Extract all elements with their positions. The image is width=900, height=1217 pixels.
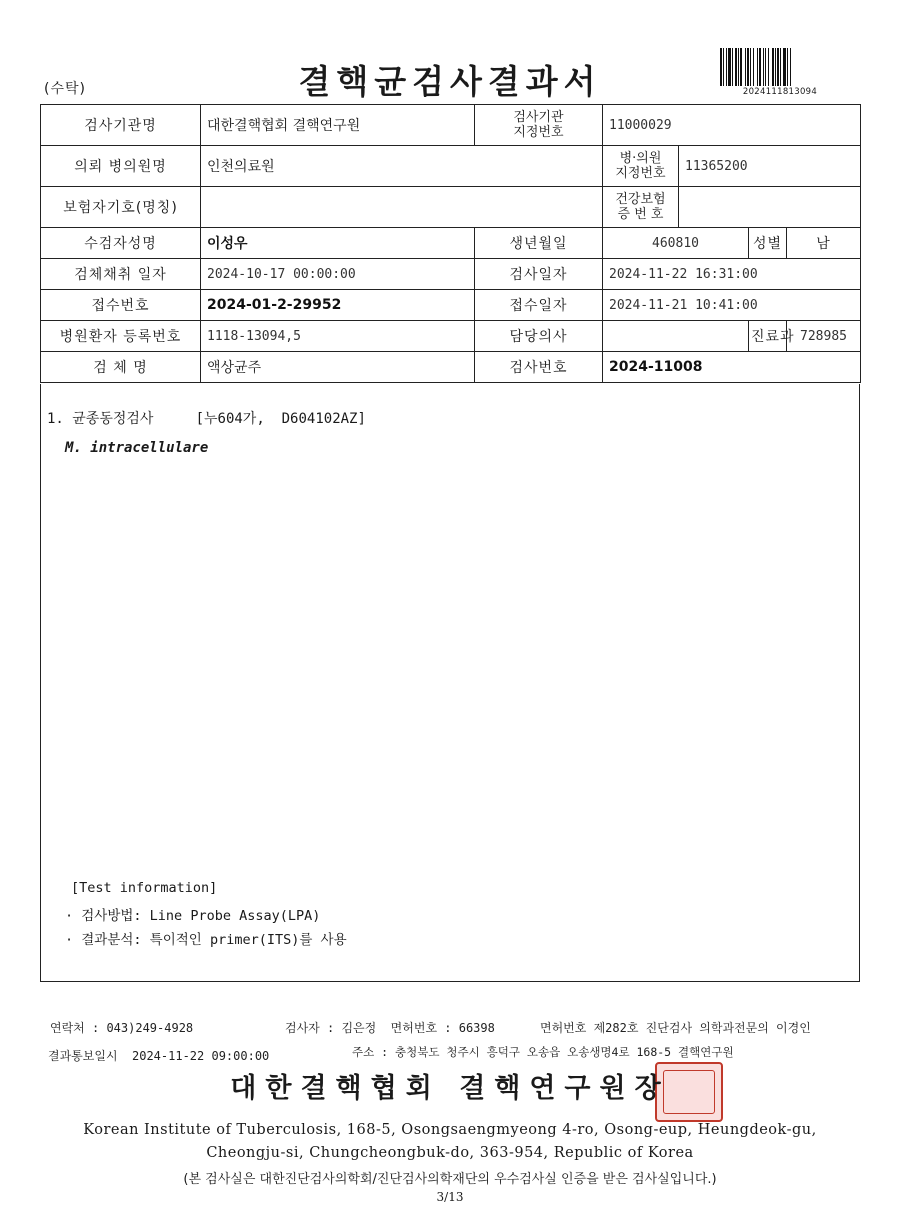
hospital-id-label [603,146,679,187]
insured-value [201,187,603,228]
sex-label: 성별 [749,228,787,259]
dept-label: 진료과 [749,321,787,352]
specialist: 면허번호 제282호 진단검사 의학과전문의 이경인 [540,1021,811,1035]
health-insurance-value [679,187,861,228]
organism-result: M. intracellulare [65,440,209,456]
health-insurance-label [603,187,679,228]
test-no-value: 2024-11008 [603,352,861,383]
certification-note: (본 검사실은 대한진단검사의학회/진단검사의학재단의 우수검사실 인증을 받은 검사실입니다.) [183,1172,717,1187]
report-time: 결과통보일시 2024-11-22 09:00:00 [48,1049,270,1063]
address: 주소 : 충청북도 청주시 흥덕구 오송읍 오송생명4로 168-5 결핵연구원 [352,1045,734,1059]
analysis-line: · 결과분석: 특이적인 primer(ITS)를 사용 [65,932,347,948]
test-date-label: 검사일자 [475,259,603,290]
dob-label: 생년월일 [475,228,603,259]
hospital-value: 인천의료원 [201,146,603,187]
dob-value: 460810 [603,228,749,259]
health-insurance-label-text: 건강보험 증 번 호 [615,192,666,222]
agency-value: 대한결핵협회 결핵연구원 [201,105,475,146]
receipt-date-label: 접수일자 [475,290,603,321]
barcode-number: 2024111813094 [742,87,818,97]
doctor-label: 담당의사 [475,321,603,352]
agency-id-value: 11000029 [603,105,861,146]
test-info-heading: [Test information] [71,880,218,896]
barcode-icon [718,48,842,86]
patient-name-value: 이성우 [201,228,475,259]
doctor-value [603,321,749,352]
dept-value: 728985 [787,321,861,352]
patient-reg-value: 1118-13094,5 [201,321,475,352]
collect-date-label: 검체채취 일자 [41,259,201,290]
hospital-label: 의뢰 병의원명 [41,146,201,187]
english-address-line1: Korean Institute of Tuberculosis, 168-5, Osongsaengmyeong 4-ro, Osong-eup, Heungdeok-gu, [83,1122,817,1138]
receipt-no-label: 접수번호 [41,290,201,321]
receipt-no-value: 2024-01-2-29952 [201,290,475,321]
tester: 검사자 : 김은정 면허번호 : 66398 [285,1021,495,1035]
insured-label: 보험자기호(명칭) [41,187,201,228]
hospital-id-value: 11365200 [679,146,861,187]
specimen-value: 액상균주 [201,352,475,383]
english-address-line2: Cheongju-si, Chungcheongbuk-do, 363-954, Republic of Korea [206,1145,694,1161]
commission-label: (수탁) [44,81,86,97]
specimen-label: 검 체 명 [41,352,201,383]
test-date-value: 2024-11-22 16:31:00 [603,259,861,290]
collect-date-value: 2024-10-17 00:00:00 [201,259,475,290]
institute-name: 대한결핵협회 결핵연구원장 [230,1073,670,1104]
sex-value: 남 [787,228,861,259]
test-no-label: 검사번호 [475,352,603,383]
patient-info-table [40,104,861,383]
hospital-id-label-text: 병·의원 지정번호 [615,151,666,181]
receipt-date-value: 2024-11-21 10:41:00 [603,290,861,321]
results-section [40,384,860,982]
agency-label: 검사기관명 [41,105,201,146]
document-title: 결핵균검사결과서 [298,62,602,101]
patient-reg-label: 병원환자 등록번호 [41,321,201,352]
test-line: 1. 균종동정검사 [누604가, D604102AZ] [47,411,366,427]
contact: 연락처 : 043)249-4928 [50,1021,194,1035]
method-line: · 검사방법: Line Probe Assay(LPA) [65,908,321,924]
agency-id-label [475,105,603,146]
page-number: 3/13 [436,1190,464,1204]
patient-name-label: 수검자성명 [41,228,201,259]
agency-id-label-text: 검사기관 지정번호 [513,110,564,140]
